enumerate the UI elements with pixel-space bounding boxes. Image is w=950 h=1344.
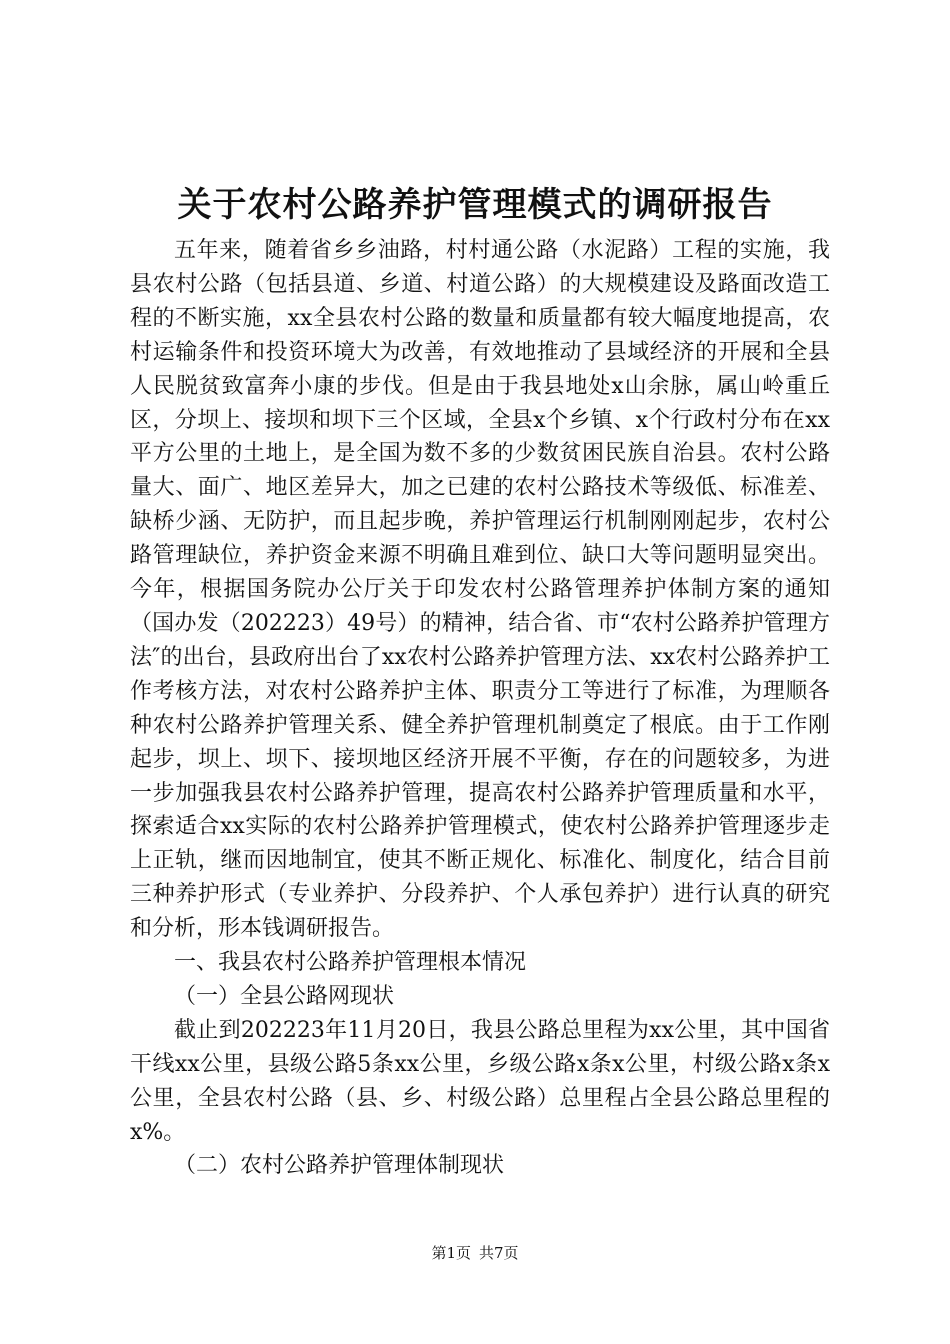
paragraph-road-network: 截止到202223年11月20日，我县公路总里程为xx公里，其中国省干线xx公里，县级公路5条xx公里，乡级公路x条x公里，村级公路x条x公里，全县农村公路（县、乡、村级公路）总里程占全县公路总里程的x%。 [130,1017,830,1145]
subsection-heading-1: （一）全县公路网现状 [174,983,395,1009]
subsection-heading-2: （二）农村公路养护管理体制现状 [174,1153,505,1179]
section-heading-1: 一、我县农村公路养护管理根本情况 [174,950,527,976]
document-title: 关于农村公路养护管理模式的调研报告 [177,185,773,225]
page-total: 共7页 [479,1244,519,1262]
page-number: 第1页 [431,1244,471,1262]
document-body [130,234,830,1183]
paragraph-intro: 五年来，随着省乡乡油路，村村通公路（水泥路）工程的实施，我县农村公路（包括县道、乡道、村道公路）的大规模建设及路面改造工程的不断实施，xx全县农村公路的数量和质量都有较大幅度地提高，农村运输条件和投资环境大为改善，有效地推动了县域经济的开展和全县人民脱贫致富奔小康的步伐。但是由于我县地处x山余脉，属山岭重丘区，分坝上、接坝和坝下三个区域，全县x个乡镇、x个行政村分布在xx平方公里的土地上，是全国为数不多的少数贫困民族自治县。农村公路量大、面广、地区差异大，加之已建的农村公路技术等级低、标准差、缺桥少涵、无防护，而且起步晚，养护管理运行机制刚刚起步，农村公路管理缺位，养护资金来源不明确且难到位、缺口大等问题明显突出。今年，根据国务院办公厅关于印发农村公路管理养护体制方案的通知（国办发（202223）49号）的精神，结合省、市“农村公路养护管理方法″的出台，县政府出台了xx农村公路养护管理方法、xx农村公路养护工作考核方法，对农村公路养护主体、职责分工等进行了标准，为理顺各种农村公路养护管理关系、健全养护管理机制奠定了根底。由于工作刚起步，坝上、坝下、接坝地区经济开展不平衡，存在的问题较多，为进一步加强我县农村公路养护管理，提高农村公路养护管理质量和水平，探索适合xx实际的农村公路养护管理模式，使农村公路养护管理逐步走上正轨，继而因地制宜，使其不断正规化、标准化、制度化，结合目前三种养护形式（专业养护、分段养护、个人承包养护）进行认真的研究和分析，形本钱调研报告。 [130,238,830,942]
page-footer [0,1243,950,1263]
